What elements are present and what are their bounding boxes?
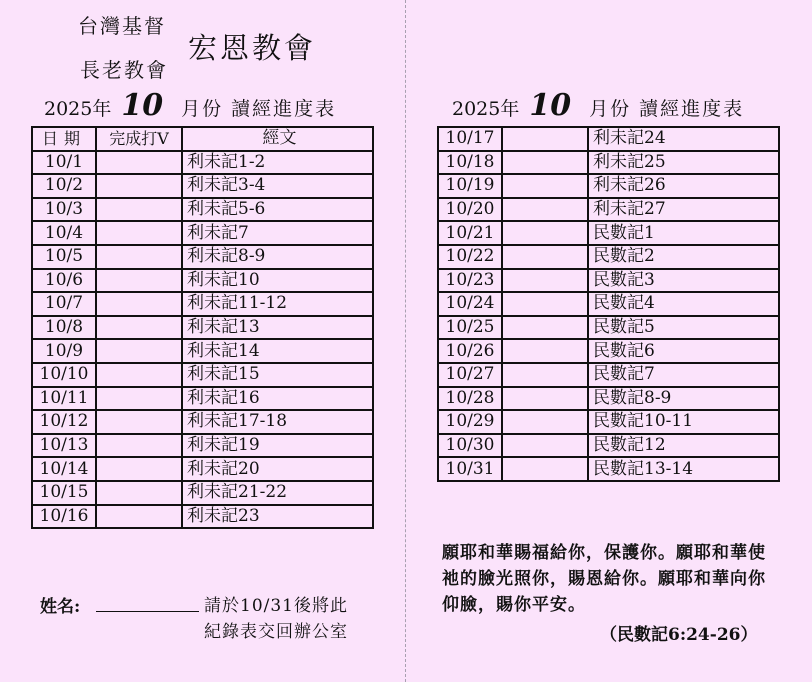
row-date: 10/6 (32, 269, 96, 293)
name-field-label: 姓名: (40, 597, 81, 617)
row-date: 10/10 (32, 363, 96, 387)
row-chapter: 利未記17-18 (182, 410, 373, 434)
row-date: 10/1 (32, 151, 96, 175)
row-done-checkbox-cell[interactable] (502, 127, 588, 151)
row-chapter: 利未記21-22 (182, 481, 373, 505)
return-note-line1: 請於10/31後將此 (204, 596, 348, 616)
row-chapter: 利未記16 (182, 387, 373, 411)
row-date: 10/15 (32, 481, 96, 505)
row-done-checkbox-cell[interactable] (96, 316, 182, 340)
row-chapter: 利未記8-9 (182, 245, 373, 269)
row-chapter: 利未記24 (588, 127, 779, 151)
row-done-checkbox-cell[interactable] (96, 269, 182, 293)
row-chapter: 利未記11-12 (182, 292, 373, 316)
heading-month: 10 (121, 88, 164, 123)
row-done-checkbox-cell[interactable] (502, 292, 588, 316)
center-dashed-divider (405, 0, 406, 682)
row-date: 10/3 (32, 198, 96, 222)
row-done-checkbox-cell[interactable] (502, 457, 588, 481)
row-done-checkbox-cell[interactable] (96, 292, 182, 316)
table-row (438, 151, 779, 175)
row-date: 10/30 (438, 434, 502, 458)
table-row (32, 339, 373, 363)
row-done-checkbox-cell[interactable] (96, 505, 182, 529)
table-row (438, 339, 779, 363)
row-done-checkbox-cell[interactable] (96, 221, 182, 245)
row-done-checkbox-cell[interactable] (502, 198, 588, 222)
row-date: 10/25 (438, 316, 502, 340)
name-field-line[interactable] (96, 611, 199, 612)
table-row (32, 316, 373, 340)
row-date: 10/4 (32, 221, 96, 245)
row-chapter: 民數記3 (588, 269, 779, 293)
row-done-checkbox-cell[interactable] (96, 198, 182, 222)
table-row (438, 174, 779, 198)
row-date: 10/16 (32, 505, 96, 529)
table-row (438, 245, 779, 269)
reading-table-right (437, 126, 780, 482)
blessing-reference: （民數記6:24-26） (600, 625, 758, 645)
row-done-checkbox-cell[interactable] (502, 221, 588, 245)
table-row (32, 457, 373, 481)
header-chapter: 經文 (182, 127, 373, 151)
header-date: 日期 (32, 127, 96, 151)
row-chapter: 民數記1 (588, 221, 779, 245)
church-name: 宏恩教會 (188, 31, 317, 65)
row-done-checkbox-cell[interactable] (502, 363, 588, 387)
church-affiliation-line2: 長老教會 (80, 58, 168, 82)
row-date: 10/5 (32, 245, 96, 269)
reading-table-left (31, 126, 374, 529)
row-done-checkbox-cell[interactable] (502, 269, 588, 293)
table-row (32, 221, 373, 245)
row-chapter: 利未記15 (182, 363, 373, 387)
row-date: 10/13 (32, 434, 96, 458)
row-date: 10/24 (438, 292, 502, 316)
row-date: 10/29 (438, 410, 502, 434)
table-row (438, 221, 779, 245)
row-date: 10/22 (438, 245, 502, 269)
row-chapter: 利未記19 (182, 434, 373, 458)
church-affiliation-line1: 台灣基督 (78, 14, 166, 38)
row-chapter: 利未記10 (182, 269, 373, 293)
row-done-checkbox-cell[interactable] (502, 151, 588, 175)
row-chapter: 利未記13 (182, 316, 373, 340)
heading-year: 2025年 (452, 98, 520, 120)
table-row (438, 457, 779, 481)
schedule-heading-right (452, 88, 744, 123)
row-date: 10/28 (438, 387, 502, 411)
row-done-checkbox-cell[interactable] (96, 387, 182, 411)
row-chapter: 民數記7 (588, 363, 779, 387)
row-done-checkbox-cell[interactable] (96, 174, 182, 198)
row-chapter: 利未記27 (588, 198, 779, 222)
row-done-checkbox-cell[interactable] (96, 410, 182, 434)
row-chapter: 民數記12 (588, 434, 779, 458)
row-chapter: 民數記5 (588, 316, 779, 340)
row-date: 10/12 (32, 410, 96, 434)
row-date: 10/11 (32, 387, 96, 411)
row-done-checkbox-cell[interactable] (96, 339, 182, 363)
table-row (438, 363, 779, 387)
table-row (32, 269, 373, 293)
table-row (32, 245, 373, 269)
row-chapter: 民數記8-9 (588, 387, 779, 411)
row-date: 10/9 (32, 339, 96, 363)
row-date: 10/14 (32, 457, 96, 481)
schedule-heading-left (44, 88, 336, 123)
row-done-checkbox-cell[interactable] (502, 434, 588, 458)
row-done-checkbox-cell[interactable] (502, 410, 588, 434)
table-row (438, 269, 779, 293)
table-row (438, 198, 779, 222)
row-date: 10/7 (32, 292, 96, 316)
table-row (438, 410, 779, 434)
row-chapter: 利未記3-4 (182, 174, 373, 198)
table-row (438, 434, 779, 458)
heading-year: 2025年 (44, 98, 112, 120)
heading-suffix: 月份 讀經進度表 (181, 98, 337, 120)
row-chapter: 民數記13-14 (588, 457, 779, 481)
table-row (438, 127, 779, 151)
table-row (32, 292, 373, 316)
table-row (32, 505, 373, 529)
row-chapter: 利未記23 (182, 505, 373, 529)
row-chapter: 利未記20 (182, 457, 373, 481)
row-date: 10/21 (438, 221, 502, 245)
header-done: 完成打V (96, 127, 182, 151)
row-chapter: 民數記10-11 (588, 410, 779, 434)
row-done-checkbox-cell[interactable] (502, 387, 588, 411)
table-row (438, 316, 779, 340)
row-chapter: 利未記26 (588, 174, 779, 198)
row-chapter: 民數記6 (588, 339, 779, 363)
return-note-line2: 紀錄表交回辦公室 (204, 622, 348, 642)
row-done-checkbox-cell[interactable] (502, 245, 588, 269)
row-chapter: 利未記1-2 (182, 151, 373, 175)
table-row (438, 387, 779, 411)
row-chapter: 民數記4 (588, 292, 779, 316)
row-chapter: 利未記14 (182, 339, 373, 363)
table-row (32, 434, 373, 458)
row-date: 10/8 (32, 316, 96, 340)
table-row (32, 174, 373, 198)
table-row (32, 198, 373, 222)
row-done-checkbox-cell[interactable] (96, 481, 182, 505)
row-date: 10/26 (438, 339, 502, 363)
row-date: 10/31 (438, 457, 502, 481)
blessing-text: 願耶和華賜福給你，保護你。願耶和華使祂的臉光照你，賜恩給你。願耶和華向你仰臉，賜你平安。 (442, 543, 766, 615)
row-done-checkbox-cell[interactable] (502, 174, 588, 198)
table-row (32, 363, 373, 387)
row-date: 10/20 (438, 198, 502, 222)
row-date: 10/23 (438, 269, 502, 293)
row-done-checkbox-cell[interactable] (96, 151, 182, 175)
row-done-checkbox-cell[interactable] (502, 316, 588, 340)
table-row (438, 292, 779, 316)
table-header-row (32, 127, 373, 151)
row-date: 10/18 (438, 151, 502, 175)
row-done-checkbox-cell[interactable] (502, 339, 588, 363)
table-row (32, 387, 373, 411)
row-date: 10/19 (438, 174, 502, 198)
table-row (32, 410, 373, 434)
row-chapter: 利未記25 (588, 151, 779, 175)
row-date: 10/17 (438, 127, 502, 151)
row-chapter: 利未記7 (182, 221, 373, 245)
row-chapter: 民數記2 (588, 245, 779, 269)
heading-suffix: 月份 讀經進度表 (589, 98, 745, 120)
row-done-checkbox-cell[interactable] (96, 434, 182, 458)
row-date: 10/27 (438, 363, 502, 387)
row-done-checkbox-cell[interactable] (96, 363, 182, 387)
table-row (32, 151, 373, 175)
row-chapter: 利未記5-6 (182, 198, 373, 222)
heading-month: 10 (529, 88, 572, 123)
table-row (32, 481, 373, 505)
row-date: 10/2 (32, 174, 96, 198)
row-done-checkbox-cell[interactable] (96, 457, 182, 481)
row-done-checkbox-cell[interactable] (96, 245, 182, 269)
